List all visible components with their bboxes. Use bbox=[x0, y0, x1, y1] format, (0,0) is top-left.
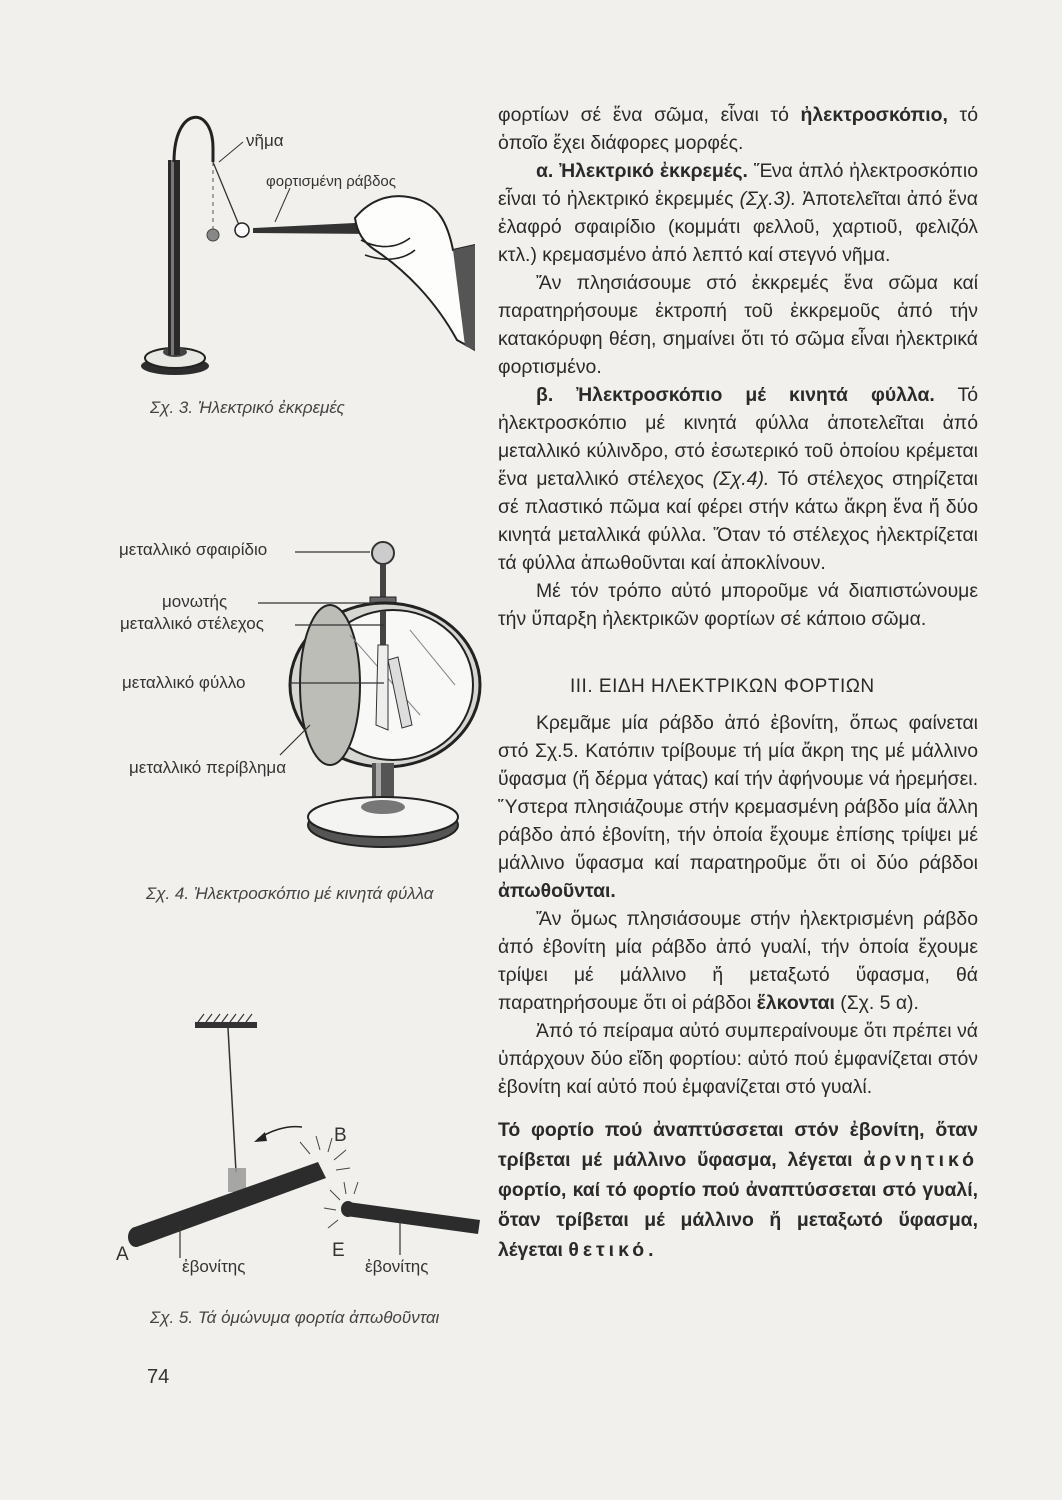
paragraph-4: β. Ἠλεκτροσκόπιο μέ κινητά φύλλα. Τό ἠλεκτροσκόπιο μέ κινητά φύλλα ἀποτελεῖται ἀπό μεταλλικό κύλινδρο, στό ἐσωτερικό τοῦ ὁποίου κρέμεται ἕνα μεταλλικό στέλεχος (Σχ.4). Τό στέλεχος στηρίζεται σέ πλαστικό πῶμα καί φέρει στήν κάτω ἄκρη ἕνα ἤ δύο κινητά μεταλλικά φύλλα. Ὅταν τό στέλεχος ἠλεκτρίζεται τά φύλλα ἀπωθοῦνται καί ἀποκλίνουν. bbox=[498, 384, 978, 574]
figure-4-caption: Σχ. 4. Ἠλεκτροσκόπιο μέ κινητά φύλλα bbox=[146, 884, 434, 903]
figure-4-pointers bbox=[0, 0, 500, 800]
paragraph-3: Ἄν πλησιάσουμε στό ἐκκρεμές ἕνα σῶμα καί παρατηρήσουμε ἐκτροπή τοῦ ἐκκρεμοῦς ἀπό τήν κατακόρυφη θέση, σημαίνει ὅτι τό σῶμα εἶναι ἠλεκτρικά φορτισμένο. bbox=[498, 272, 978, 378]
paragraph-8: Ἀπό τό πείραμα αὐτό συμπεραίνουμε ὅτι πρέπει νά ὑπάρχουν δύο εἴδη φορτίου: αὐτό πού ἐμφανίζεται στόν ἐβονίτη καί αὐτό πού ἐμφανίζεται στό γυαλί. bbox=[498, 1020, 978, 1098]
letter-a: Α bbox=[116, 1244, 129, 1265]
paragraph-5: Μέ τόν τρόπο αὐτό μποροῦμε νά διαπιστώνουμε τήν ὕπαρξη ἠλεκτρικῶν φορτίων σέ κάποιο σῶμα. bbox=[498, 580, 978, 630]
paragraph-2: α. Ἠλεκτρικό ἐκκρεμές. Ἕνα ἁπλό ἠλεκτροσκόπιο εἶναι τό ἠλεκτρικό ἐκρεμμές (Σχ.3). Ἀποτελεῖται ἀπό ἕνα ἐλαφρό σφαιρίδιο (κομμάτι φελλοῦ, χαρτιοῦ, φελιζόλ κτλ.) κρεμασμένο ἀπό λεπτό καί στεγνό νῆμα. bbox=[498, 160, 978, 266]
letter-b: Β bbox=[334, 1125, 347, 1146]
section-title: III. ΕΙΔΗ ΗΛΕΚΤΡΙΚΩΝ ΦΟΡΤΙΩΝ bbox=[570, 676, 875, 697]
paragraph-6: Κρεμᾶμε μία ράβδο ἀπό ἐβονίτη, ὅπως φαίνεται στό Σχ.5. Κατόπιν τρίβουμε τή μία ἄκρη της μέ μάλλινο ὕφασμα (ἤ δέρμα γάτας) καί τήν ἀφήνουμε νά ἠρεμήσει. Ὕστερα πλησιάζουμε στήν κρεμασμένη ράβδο μία ἄλλη ράβδο ἀπό ἐβονίτη, τήν ὁποία ἔχουμε ἐπίσης τρίψει μέ μάλλινο ὕφασμα καί παρατηροῦμε ὅτι οἱ δύο ράβδοι ἀπωθοῦνται. bbox=[498, 712, 978, 902]
figure-3-caption: Σχ. 3. Ἠλεκτρικό ἐκκρεμές bbox=[150, 398, 345, 417]
figure-5-drawing bbox=[110, 1010, 500, 1280]
insulator-label: μονωτής bbox=[162, 592, 228, 611]
paragraph-9: Τό φορτίο πού ἀναπτύσσεται στόν ἐβονίτη, ὅταν τρίβεται μέ μάλλινο ὕφασμα, λέγεται ἀρνητικό φορτίο, καί τό φορτίο πού ἀναπτύσσεται στό γυαλί, ὅταν τρίβεται μέ μάλλινο ἤ μεταξωτό ὕφασμα, λέγεται θετικό. bbox=[498, 1119, 978, 1261]
main-text-column bbox=[498, 101, 978, 1265]
figure-5-caption: Σχ. 5. Τά ὁμώνυμα φορτία ἀπωθοῦνται bbox=[150, 1308, 440, 1327]
paragraph-1: φορτίων σέ ἕνα σῶμα, εἶναι τό ἠλεκτροσκόπιο, τό ὁποῖο ἔχει διάφορες μορφές. bbox=[498, 104, 978, 154]
paragraph-7: Ἄν ὅμως πλησιάσουμε στήν ἠλεκτρισμένη ράβδο ἀπό ἐβονίτη μία ράβδο ἀπό γυαλί, τήν ὁποία ἔχουμε τρίψει μέ μάλλινο ἤ μεταξωτό ὕφασμα, θά παρατηρήσουμε ὅτι οἱ ράβδοι ἕλκονται (Σχ. 5 α). bbox=[498, 908, 978, 1014]
ebonite-label-right: ἐβονίτης bbox=[365, 1257, 429, 1276]
charged-rod-label: φορτισμένη ράβδος bbox=[266, 173, 396, 190]
thread-label: νῆμα bbox=[246, 131, 284, 150]
metal-leaf-label: μεταλλικό φύλλο bbox=[122, 673, 246, 692]
page-number: 74 bbox=[147, 1366, 170, 1388]
metal-stem-label: μεταλλικό στέλεχος bbox=[120, 614, 264, 633]
metal-sphere-label: μεταλλικό σφαιρίδιο bbox=[119, 540, 268, 559]
letter-e: Ε bbox=[332, 1240, 345, 1261]
ebonite-label-left: ἐβονίτης bbox=[182, 1257, 246, 1276]
metal-case-label: μεταλλικό περίβλημα bbox=[129, 758, 287, 777]
